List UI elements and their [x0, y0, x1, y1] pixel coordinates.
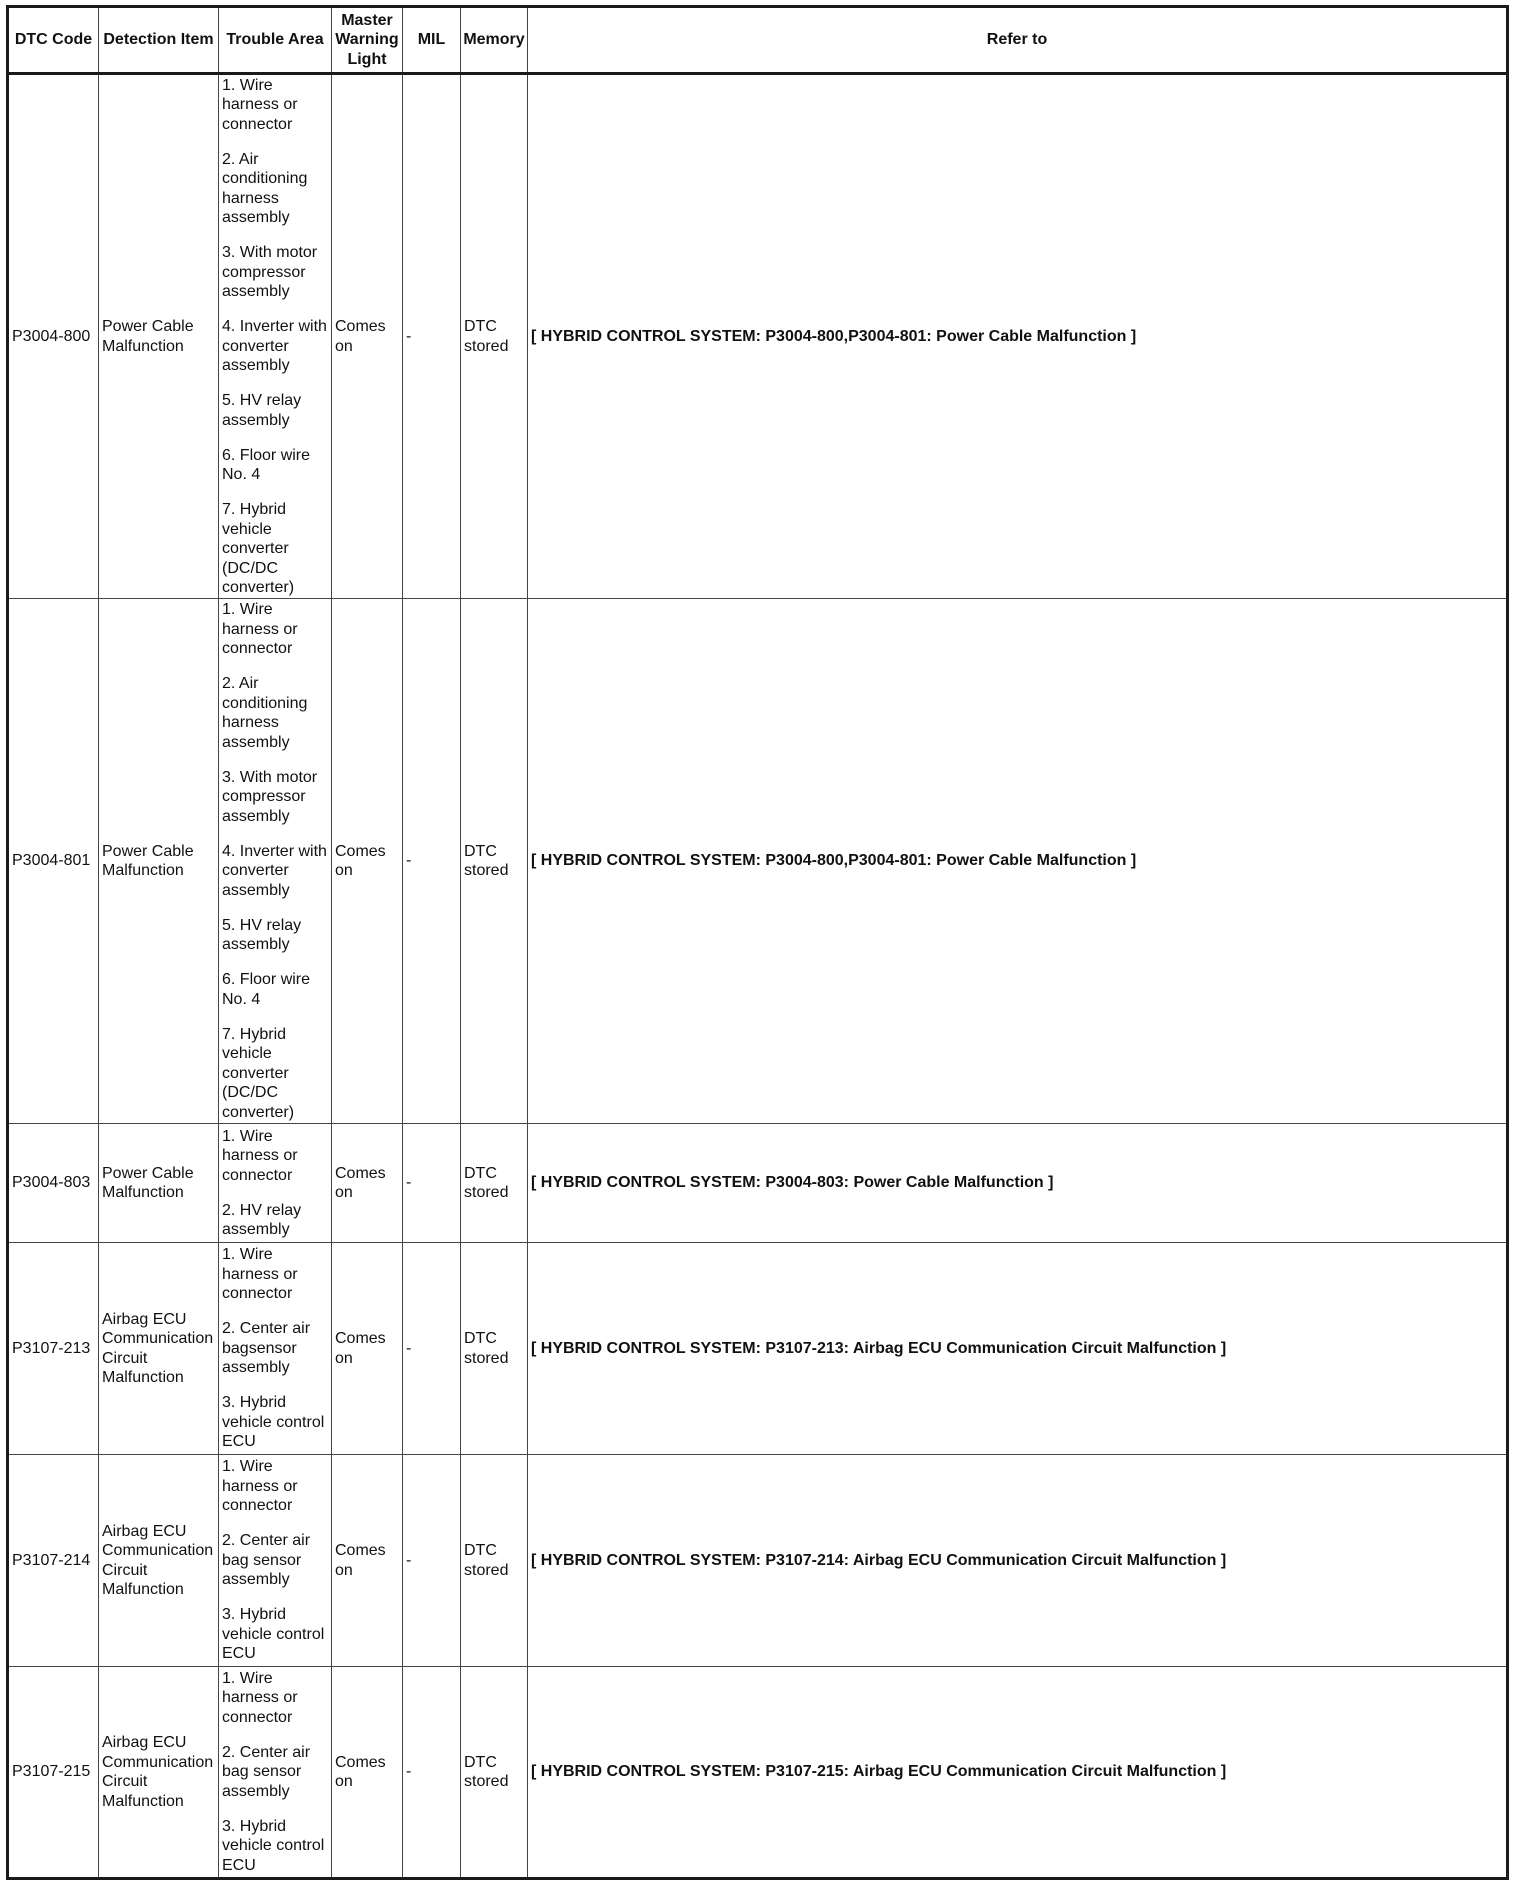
trouble-area-list: [222, 1245, 328, 1452]
detection-item-cell: Power Cable Malfunction: [99, 1124, 219, 1243]
trouble-area-item: 4. Inverter with converter assembly: [222, 842, 327, 899]
trouble-area-item: 2. Center air bagsensor assembly: [222, 1320, 311, 1377]
table-row: [8, 1243, 1508, 1455]
master-warning-light-cell: Comes on: [332, 1243, 403, 1455]
header-dtc-code: DTC Code: [8, 7, 99, 74]
refer-to-link[interactable]: [ HYBRID CONTROL SYSTEM: P3004-803: Power Cable Malfunction ]: [528, 1124, 1508, 1243]
trouble-area-cell: [219, 74, 332, 599]
detection-item-cell: Airbag ECU Communication Circuit Malfunction: [99, 1667, 219, 1879]
master-warning-light-cell: Comes on: [332, 599, 403, 1124]
refer-to-link[interactable]: [ HYBRID CONTROL SYSTEM: P3004-800,P3004-801: Power Cable Malfunction ]: [528, 599, 1508, 1124]
memory-cell: DTC stored: [461, 1124, 528, 1243]
header-memory: Memory: [461, 7, 528, 74]
trouble-area-item: 5. HV relay assembly: [222, 916, 302, 953]
trouble-area-item: 7. Hybrid vehicle converter (DC/DC converter): [222, 1025, 295, 1121]
detection-item-cell: Airbag ECU Communication Circuit Malfunction: [99, 1243, 219, 1455]
dtc-code-cell: P3107-213: [8, 1243, 99, 1455]
refer-to-link[interactable]: [ HYBRID CONTROL SYSTEM: P3107-215: Airbag ECU Communication Circuit Malfunction ]: [528, 1667, 1508, 1879]
dtc-code-cell: P3107-215: [8, 1667, 99, 1879]
trouble-area-cell: [219, 1124, 332, 1243]
detection-item-cell: Airbag ECU Communication Circuit Malfunction: [99, 1455, 219, 1667]
trouble-area-item: 2. Air conditioning harness assembly: [222, 675, 308, 751]
trouble-area-item: 3. Hybrid vehicle control ECU: [222, 1817, 325, 1874]
trouble-area-item: 5. HV relay assembly: [222, 392, 302, 429]
trouble-area-item: 2. Center air bag sensor assembly: [222, 1743, 311, 1800]
mil-cell: -: [403, 1667, 461, 1879]
trouble-area-item: 1. Wire harness or connector: [222, 76, 298, 133]
memory-cell: DTC stored: [461, 74, 528, 599]
header-mil: MIL: [403, 7, 461, 74]
trouble-area-cell: [219, 1243, 332, 1455]
trouble-area-cell: [219, 599, 332, 1124]
refer-to-link[interactable]: [ HYBRID CONTROL SYSTEM: P3004-800,P3004-801: Power Cable Malfunction ]: [528, 74, 1508, 599]
memory-cell: DTC stored: [461, 1243, 528, 1455]
trouble-area-list: [222, 76, 328, 598]
trouble-area-list: [222, 1669, 328, 1876]
trouble-area-item: 2. Air conditioning harness assembly: [222, 150, 308, 226]
table-row: [8, 599, 1508, 1124]
refer-to-link[interactable]: [ HYBRID CONTROL SYSTEM: P3107-213: Airbag ECU Communication Circuit Malfunction ]: [528, 1243, 1508, 1455]
trouble-area-item: 7. Hybrid vehicle converter (DC/DC converter): [222, 501, 295, 596]
master-warning-light-cell: Comes on: [332, 74, 403, 599]
trouble-area-item: 1. Wire harness or connector: [222, 1669, 298, 1726]
header-refer-to: Refer to: [528, 7, 1508, 74]
trouble-area-item: 3. With motor compressor assembly: [222, 768, 318, 825]
mil-cell: -: [403, 1124, 461, 1243]
dtc-code-cell: P3004-800: [8, 74, 99, 599]
trouble-area-item: 1. Wire harness or connector: [222, 1246, 298, 1303]
trouble-area-item: 3. Hybrid vehicle control ECU: [222, 1606, 325, 1663]
memory-cell: DTC stored: [461, 1455, 528, 1667]
header-row: [8, 7, 1508, 74]
trouble-area-item: 3. With motor compressor assembly: [222, 244, 318, 300]
trouble-area-item: 1. Wire harness or connector: [222, 1458, 298, 1515]
dtc-code-cell: P3107-214: [8, 1455, 99, 1667]
refer-to-link[interactable]: [ HYBRID CONTROL SYSTEM: P3107-214: Airbag ECU Communication Circuit Malfunction ]: [528, 1455, 1508, 1667]
mil-cell: -: [403, 1243, 461, 1455]
memory-cell: DTC stored: [461, 599, 528, 1124]
trouble-area-item: 6. Floor wire No. 4: [222, 446, 311, 483]
trouble-area-item: 2. HV relay assembly: [222, 1201, 302, 1238]
mil-cell: -: [403, 599, 461, 1124]
mil-cell: -: [403, 1455, 461, 1667]
header-detection-item: Detection Item: [99, 7, 219, 74]
trouble-area-item: 3. Hybrid vehicle control ECU: [222, 1394, 325, 1451]
master-warning-light-cell: Comes on: [332, 1124, 403, 1243]
trouble-area-item: 1. Wire harness or connector: [222, 601, 298, 657]
dtc-code-cell: P3004-801: [8, 599, 99, 1124]
header-trouble-area: Trouble Area: [219, 7, 332, 74]
header-master-warning-light: Master Warning Light: [332, 7, 403, 74]
detection-item-cell: Power Cable Malfunction: [99, 74, 219, 599]
table-row: [8, 74, 1508, 599]
memory-cell: DTC stored: [461, 1667, 528, 1879]
trouble-area-item: 2. Center air bag sensor assembly: [222, 1532, 311, 1589]
trouble-area-list: [222, 1127, 328, 1240]
trouble-area-cell: [219, 1667, 332, 1879]
trouble-area-item: 4. Inverter with converter assembly: [222, 318, 327, 374]
trouble-area-list: [222, 1457, 328, 1664]
dtc-code-cell: P3004-803: [8, 1124, 99, 1243]
master-warning-light-cell: Comes on: [332, 1455, 403, 1667]
trouble-area-list: [222, 600, 328, 1122]
trouble-area-cell: [219, 1455, 332, 1667]
dtc-table: [6, 5, 1509, 1880]
table-row: [8, 1455, 1508, 1667]
trouble-area-item: 1. Wire harness or connector: [222, 1127, 298, 1184]
detection-item-cell: Power Cable Malfunction: [99, 599, 219, 1124]
mil-cell: -: [403, 74, 461, 599]
table-row: [8, 1124, 1508, 1243]
master-warning-light-cell: Comes on: [332, 1667, 403, 1879]
table-row: [8, 1667, 1508, 1879]
trouble-area-item: 6. Floor wire No. 4: [222, 971, 311, 1008]
